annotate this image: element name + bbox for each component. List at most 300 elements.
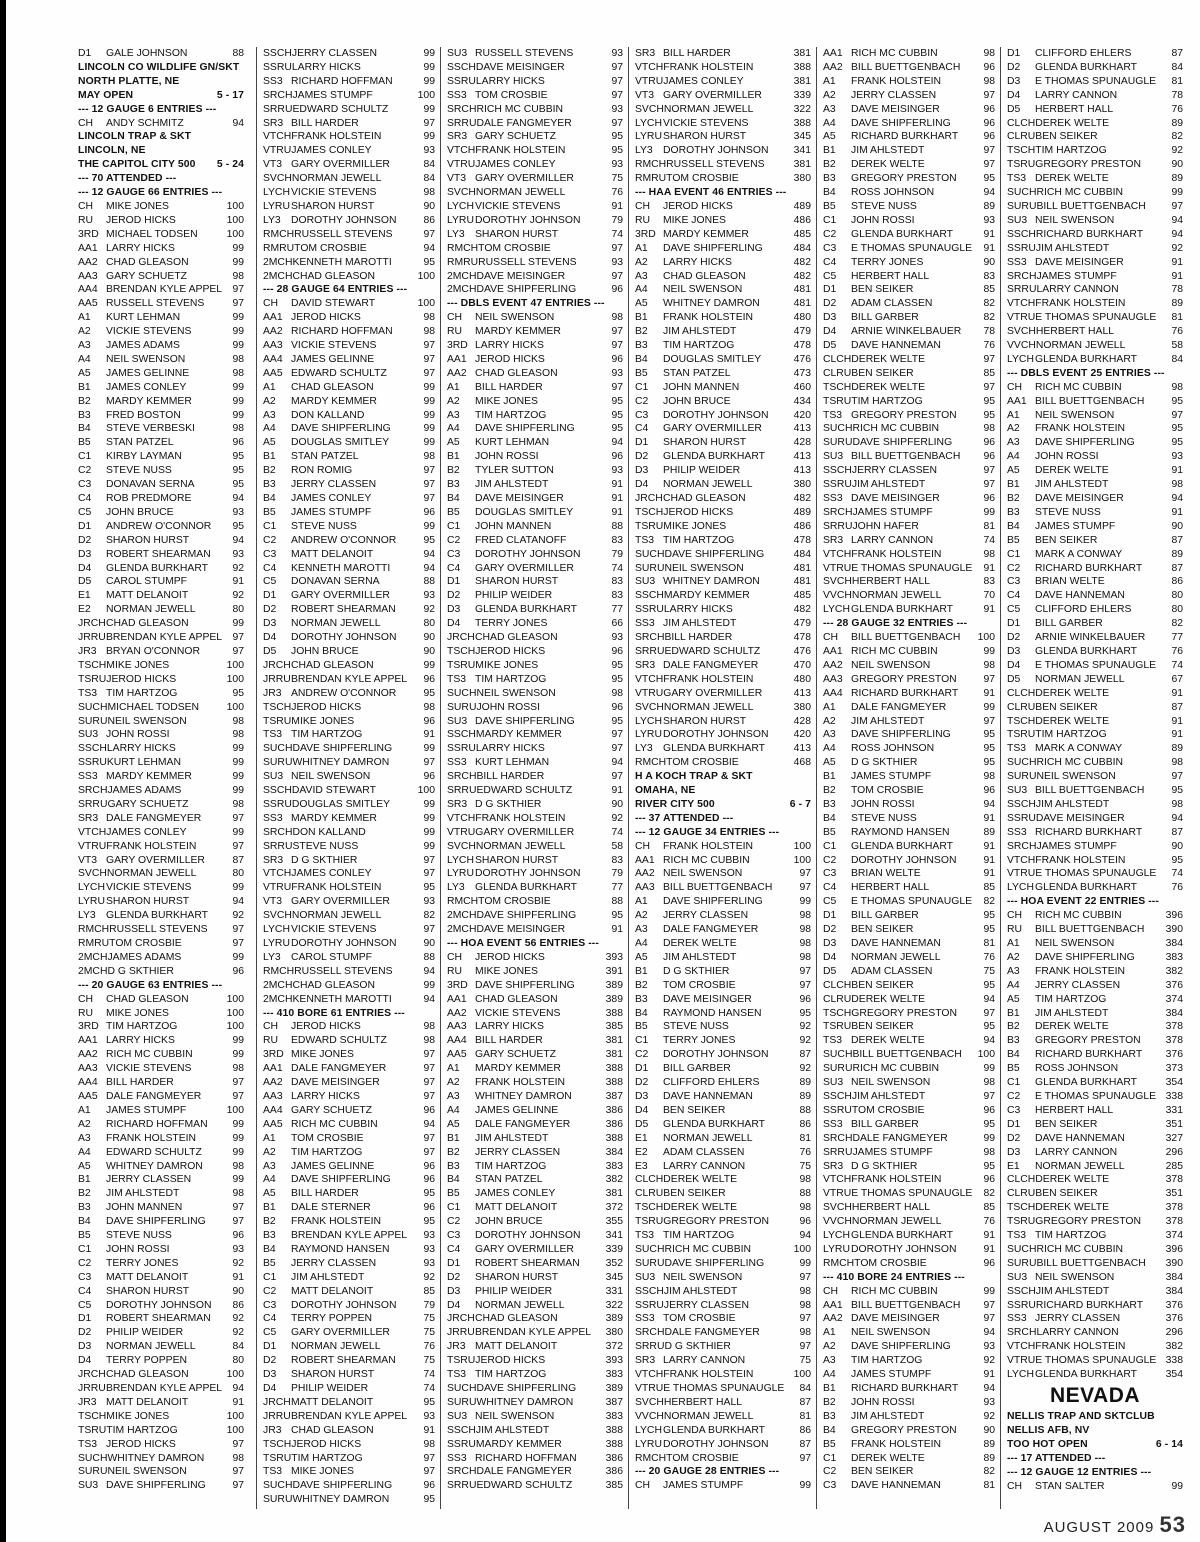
- class-code: SS3: [1007, 826, 1027, 838]
- score: 90: [1171, 840, 1183, 852]
- class-code: SURU: [1007, 771, 1037, 783]
- class-code: AA2: [635, 868, 655, 880]
- class-code: RMRU: [635, 173, 667, 185]
- class-code: B4: [635, 353, 648, 365]
- class-code: AA2: [447, 367, 467, 379]
- result-row: [263, 242, 435, 256]
- shooter-name: JIM AHLSTEDT: [475, 1132, 549, 1144]
- class-code: VTRU: [1007, 868, 1036, 880]
- class-code: CH: [263, 1021, 279, 1033]
- result-row: [823, 228, 995, 242]
- header-text: OMAHA, NE: [635, 785, 696, 797]
- result-row: [447, 534, 623, 548]
- result-row: [263, 1243, 435, 1257]
- score: 99: [423, 395, 435, 407]
- shooter-name: JAMES CONLEY: [291, 493, 372, 504]
- class-code: CH: [263, 298, 279, 310]
- class-code: AA1: [447, 993, 467, 1005]
- class-code: AA5: [263, 367, 283, 379]
- class-code: AA3: [635, 882, 655, 894]
- shooter-name: EDWARD SCHULTZ: [664, 645, 761, 657]
- class-code: B1: [635, 965, 648, 977]
- score: 96: [983, 103, 995, 115]
- result-row: [1007, 798, 1183, 812]
- result-row: [263, 534, 435, 548]
- shooter-name: BRYAN O'CONNOR: [106, 645, 200, 657]
- score: 97: [799, 965, 811, 977]
- class-code: 2MCH: [447, 910, 477, 922]
- shooter-name: DONAVAN SERNA: [106, 479, 195, 491]
- score: 479: [793, 618, 811, 630]
- score: 93: [611, 632, 623, 644]
- score: 99: [423, 840, 435, 852]
- section-header: [1007, 1452, 1183, 1466]
- class-code: SSCH: [447, 61, 476, 73]
- result-row: [78, 867, 244, 881]
- result-row: [1007, 130, 1183, 144]
- result-row: [635, 1243, 811, 1257]
- class-code: B2: [823, 159, 836, 171]
- class-code: D1: [1007, 1118, 1021, 1130]
- result-row: [447, 103, 623, 117]
- class-code: LYCH: [263, 187, 290, 199]
- result-row: [823, 867, 995, 881]
- shooter-name: NEIL SWENSON: [106, 353, 186, 365]
- shooter-name: TIM HARTZOG: [106, 1021, 178, 1033]
- score: 86: [423, 214, 435, 226]
- result-row: [635, 1396, 811, 1410]
- result-row: [823, 1118, 995, 1132]
- score: 99: [799, 1257, 811, 1269]
- score: 97: [983, 1007, 995, 1019]
- shooter-name: BRENDAN KYLE APPEL: [291, 1410, 408, 1422]
- shooter-name: DON KALLAND: [291, 409, 365, 421]
- result-row: [78, 506, 244, 520]
- score: 97: [983, 673, 995, 685]
- header-text: --- DBLS EVENT 25 ENTRIES ---: [1007, 367, 1165, 379]
- result-row: [263, 200, 435, 214]
- class-code: 2MCH: [263, 993, 293, 1005]
- class-code: D2: [78, 1327, 92, 1339]
- result-row: [635, 256, 811, 270]
- shooter-name: MIKE JONES: [663, 214, 726, 226]
- result-row: [823, 1368, 995, 1382]
- shooter-name: DALE FANGMEYER: [663, 659, 759, 671]
- shooter-name: STEVE NUSS: [1035, 506, 1101, 518]
- shooter-name: BILL HARDER: [475, 381, 543, 393]
- shooter-name: GLENDA BURKHART: [1035, 1077, 1138, 1089]
- class-code: D1: [447, 1257, 461, 1269]
- score: 98: [799, 1285, 811, 1297]
- class-code: A1: [78, 312, 91, 324]
- shooter-name: JERRY CLASSEN: [663, 910, 749, 922]
- score: 99: [232, 826, 244, 838]
- result-row: [263, 617, 435, 631]
- shooter-name: DOROTHY JOHNSON: [663, 145, 769, 157]
- class-code: AA4: [78, 284, 98, 296]
- shooter-name: DALE FANGMEYER: [106, 1090, 202, 1102]
- score: 90: [423, 632, 435, 644]
- class-code: SR3: [263, 117, 284, 129]
- shooter-name: MATT DELANOIT: [106, 1396, 189, 1408]
- result-row: [1007, 381, 1183, 395]
- result-row: [1007, 283, 1183, 297]
- shooter-name: DALE FANGMEYER: [664, 1327, 760, 1339]
- section-header: [447, 937, 623, 951]
- class-code: AA3: [78, 1063, 98, 1075]
- score: 322: [605, 1299, 623, 1311]
- header-text: --- 410 BORE 24 ENTRIES ---: [823, 1271, 965, 1283]
- score: 473: [793, 367, 811, 379]
- class-code: LYRU: [263, 938, 290, 949]
- score: 99: [423, 131, 435, 143]
- class-code: SS3: [447, 757, 467, 769]
- class-code: SR3: [263, 854, 284, 866]
- class-code: SRRU: [263, 103, 293, 115]
- score: 91: [1171, 465, 1183, 477]
- shooter-name: NORMAN JEWELL: [851, 590, 942, 602]
- shooter-name: DEREK WELTE: [851, 353, 926, 365]
- shooter-name: TERRY JONES: [851, 256, 924, 268]
- result-row: [1007, 270, 1183, 284]
- result-row: [635, 492, 811, 506]
- class-code: B3: [78, 409, 91, 421]
- class-code: D3: [1007, 75, 1021, 87]
- score: 95: [1171, 785, 1183, 797]
- class-code: C3: [1007, 1104, 1021, 1116]
- class-code: A3: [78, 1132, 91, 1144]
- shooter-name: JIM AHLSTEDT: [1035, 242, 1110, 254]
- score: 100: [226, 1007, 244, 1019]
- class-code: SVCH: [635, 1396, 664, 1408]
- shooter-name: CLIFFORD EHLERS: [663, 1077, 760, 1089]
- result-row: [635, 158, 811, 172]
- shooter-name: DEREK WELTE: [1035, 1202, 1110, 1214]
- result-row: [263, 186, 435, 200]
- score: 384: [1165, 1271, 1183, 1283]
- result-row: [78, 575, 244, 589]
- result-row: [823, 673, 995, 687]
- result-row: [1007, 1271, 1183, 1285]
- shooter-name: BILL BUETTGENBACH: [1035, 924, 1145, 936]
- shooter-name: BILL BUETTGENBACH: [1036, 1257, 1146, 1269]
- result-row: [635, 89, 811, 103]
- result-row: [447, 1299, 623, 1313]
- score: 100: [417, 785, 435, 797]
- shooter-name: MATT DELANOIT: [475, 1202, 558, 1214]
- result-row: [447, 520, 623, 534]
- score: 67: [1171, 673, 1183, 685]
- result-row: [78, 840, 244, 854]
- class-code: A5: [263, 437, 276, 449]
- class-code: SSRU: [635, 1299, 664, 1311]
- score: 95: [232, 520, 244, 532]
- score: 93: [983, 1341, 995, 1353]
- result-row: [263, 47, 435, 61]
- shooter-name: BEN SEIKER: [1035, 534, 1098, 546]
- result-row: [635, 117, 811, 131]
- shooter-name: TERRY POPPEN: [291, 1313, 373, 1325]
- result-row: [263, 867, 435, 881]
- shooter-name: NORMAN JEWELL: [1035, 1160, 1125, 1172]
- class-code: TS3: [263, 729, 283, 741]
- class-code: SVCH: [78, 868, 107, 880]
- class-code: C3: [1007, 576, 1021, 588]
- score: 97: [423, 367, 435, 379]
- score: 99: [232, 1146, 244, 1158]
- score: 96: [983, 1104, 995, 1116]
- class-code: A2: [1007, 951, 1020, 963]
- shooter-name: VICKIE STEVENS: [475, 1007, 561, 1019]
- score: 97: [232, 1202, 244, 1214]
- result-row: [78, 881, 244, 895]
- class-code: RMRU: [78, 938, 110, 949]
- result-row: [635, 631, 811, 645]
- shooter-name: JERRY CLASSEN: [1035, 1313, 1121, 1325]
- score: 92: [423, 604, 435, 616]
- result-row: [78, 1187, 244, 1201]
- shooter-name: GLENDA BURKHART: [663, 1118, 766, 1130]
- result-row: [78, 937, 244, 951]
- section-header: [78, 144, 244, 158]
- score: 99: [1171, 187, 1183, 199]
- score: 77: [611, 604, 623, 616]
- score: 384: [605, 1146, 623, 1158]
- score: 96: [983, 451, 995, 463]
- result-row: [263, 631, 435, 645]
- class-code: C1: [1007, 1077, 1021, 1089]
- section-header: [823, 617, 995, 631]
- score: 381: [793, 48, 811, 59]
- class-code: JRCH: [635, 493, 663, 504]
- shooter-name: GREGORY PRESTON: [663, 1216, 769, 1228]
- result-row: [447, 75, 623, 89]
- score: 389: [605, 979, 623, 991]
- class-code: SVCH: [447, 187, 476, 199]
- score: 91: [983, 854, 995, 866]
- shooter-name: BILL BUETTGENBACH: [1036, 200, 1146, 212]
- class-code: B5: [263, 1257, 276, 1269]
- score: 90: [983, 1424, 995, 1436]
- result-row: [1007, 1340, 1183, 1354]
- shooter-name: JEROD HICKS: [291, 312, 361, 324]
- class-code: C1: [823, 214, 837, 226]
- score: 99: [983, 645, 995, 657]
- page-footer: [1044, 1512, 1186, 1538]
- score: 99: [983, 701, 995, 713]
- score: 96: [423, 673, 435, 685]
- class-code: VTCH: [823, 548, 852, 560]
- shooter-name: EDWARD SCHULTZ: [476, 785, 573, 797]
- score: 91: [611, 506, 623, 518]
- shooter-name: SHARON HURST: [291, 200, 375, 212]
- shooter-name: MARDY KEMMER: [475, 1438, 562, 1450]
- shooter-name: JERRY CLASSEN: [475, 1146, 561, 1158]
- class-code: SRCH: [78, 785, 108, 797]
- shooter-name: TIM HARTZOG: [475, 1369, 547, 1381]
- result-row: [823, 993, 995, 1007]
- score: 100: [417, 89, 435, 101]
- class-code: E1: [78, 590, 91, 602]
- class-code: A3: [263, 1160, 276, 1172]
- result-row: [78, 1229, 244, 1243]
- score: 420: [793, 409, 811, 421]
- shooter-name: MIKE JONES: [291, 1466, 354, 1478]
- score: 99: [232, 785, 244, 797]
- result-row: [823, 1173, 995, 1187]
- result-row: [1007, 548, 1183, 562]
- score: 91: [983, 604, 995, 616]
- class-code: D1: [823, 910, 837, 922]
- class-code: B2: [1007, 493, 1020, 504]
- class-code: TSRU: [1007, 159, 1036, 171]
- result-row: [447, 464, 623, 478]
- score: 388: [605, 1063, 623, 1075]
- class-code: SRRU: [263, 840, 293, 852]
- section-header: [78, 103, 244, 117]
- result-row: [78, 478, 244, 492]
- shooter-name: JAMES CONLEY: [106, 826, 187, 838]
- result-row: [447, 1382, 623, 1396]
- score: 91: [983, 812, 995, 824]
- shooter-name: BEN SEIKER: [851, 979, 914, 991]
- class-code: SS3: [1007, 256, 1027, 268]
- score: 413: [793, 743, 811, 755]
- result-row: [447, 673, 623, 687]
- class-code: LYCH: [635, 117, 662, 129]
- shooter-name: CHAD GLEASON: [106, 618, 189, 630]
- shooter-name: BILL GARBER: [851, 910, 919, 922]
- class-code: B4: [263, 493, 276, 504]
- class-code: CH: [78, 993, 94, 1005]
- shooter-name: BILL BUETTGENBACH: [851, 451, 961, 463]
- result-row: [78, 1132, 244, 1146]
- result-row: [1007, 1146, 1183, 1160]
- result-row: [635, 1452, 811, 1466]
- score: 327: [1165, 1132, 1183, 1144]
- score: 98: [983, 771, 995, 783]
- class-code: A3: [635, 924, 648, 936]
- class-code: CLCH: [823, 979, 852, 991]
- score: 98: [232, 353, 244, 365]
- score: 378: [1165, 1216, 1183, 1228]
- class-code: A1: [823, 701, 836, 713]
- shooter-name: JAMES CONLEY: [291, 145, 372, 157]
- shooter-name: STAN PATZEL: [291, 451, 359, 463]
- shooter-name: LARRY HICKS: [291, 1090, 360, 1102]
- shooter-name: DAVE MEISINGER: [851, 1313, 940, 1325]
- result-row: [447, 256, 623, 270]
- result-row: [823, 1312, 995, 1326]
- shooter-name: MIKE JONES: [106, 659, 170, 671]
- shooter-name: SHARON HURST: [106, 1285, 190, 1297]
- shooter-name: FRANK HOLSTEIN: [1035, 423, 1126, 435]
- score: 75: [423, 1313, 435, 1325]
- shooter-name: LARRY HICKS: [291, 61, 361, 73]
- shooter-name: JOHN MANNEN: [106, 1202, 183, 1214]
- score: 396: [1165, 1243, 1183, 1255]
- result-row: [823, 1062, 995, 1076]
- class-code: SSRU: [263, 61, 292, 73]
- result-row: [263, 1104, 435, 1118]
- class-code: B2: [635, 979, 648, 991]
- shooter-name: ARNIE WINKELBAUER: [851, 326, 962, 338]
- class-code: B4: [78, 1216, 91, 1228]
- class-code: VTRU: [447, 159, 476, 171]
- result-row: [263, 1479, 435, 1493]
- class-code: SR3: [447, 798, 468, 810]
- shooter-name: BILL BUETTGENBACH: [851, 1299, 961, 1311]
- score: 99: [423, 75, 435, 87]
- class-code: A3: [823, 729, 836, 741]
- class-code: LYCH: [635, 715, 662, 727]
- shooter-name: WHITNEY DAMRON: [476, 1396, 574, 1408]
- class-code: SSRU: [635, 604, 664, 616]
- score: 95: [983, 979, 995, 991]
- class-code: C2: [263, 534, 277, 546]
- score: 92: [423, 1271, 435, 1283]
- score: 86: [1171, 576, 1183, 588]
- score: 94: [423, 965, 435, 977]
- shooter-name: TOM CROSBIE: [475, 89, 548, 101]
- class-code: SU3: [447, 48, 468, 59]
- class-code: B3: [1007, 506, 1020, 518]
- header-text: --- 28 GAUGE 64 ENTRIES ---: [263, 284, 408, 296]
- score: 413: [793, 687, 811, 699]
- result-row: [635, 450, 811, 464]
- score: 100: [793, 1369, 811, 1381]
- result-row: [78, 854, 244, 868]
- shooter-name: NEIL SWENSON: [107, 715, 187, 727]
- result-row: [1007, 1368, 1183, 1382]
- result-row: [635, 1340, 811, 1354]
- shooter-name: MICHAEL TODSEN: [106, 228, 198, 240]
- score: 355: [605, 1216, 623, 1228]
- shooter-name: TIM HARTZOG: [851, 1355, 923, 1367]
- score: 322: [793, 103, 811, 115]
- score: 428: [793, 715, 811, 727]
- score: 97: [423, 1466, 435, 1478]
- shooter-name: D G SKTHIER: [664, 1341, 731, 1353]
- shooter-name: MATT DELANOIT: [106, 590, 189, 602]
- shooter-name: GREGORY PRESTON: [851, 173, 957, 185]
- score: 94: [232, 117, 244, 129]
- shooter-name: HERBERT HALL: [851, 882, 930, 894]
- class-code: D1: [447, 576, 461, 588]
- class-code: RMCH: [635, 757, 667, 769]
- score: 96: [983, 131, 995, 143]
- shooter-name: NEIL SWENSON: [851, 1077, 931, 1089]
- score: 91: [983, 687, 995, 699]
- score: 91: [611, 479, 623, 491]
- result-row: [635, 993, 811, 1007]
- score: 98: [1171, 798, 1183, 810]
- shooter-name: EDWARD SCHULTZ: [291, 367, 387, 379]
- result-row: [823, 895, 995, 909]
- shooter-name: NORMAN JEWELL: [106, 604, 196, 616]
- shooter-name: STEVE NUSS: [851, 200, 917, 212]
- score: 93: [423, 1410, 435, 1422]
- score: 82: [983, 1188, 995, 1200]
- class-code: A1: [263, 1132, 276, 1144]
- shooter-name: NORMAN JEWELL: [663, 1132, 753, 1144]
- shooter-name: GARY OVERMILLER: [106, 854, 205, 866]
- shooter-name: DAVE SHIPFERLING: [1035, 437, 1135, 449]
- class-code: SSCH: [823, 1090, 852, 1102]
- class-code: SURU: [1007, 200, 1037, 212]
- class-code: C1: [263, 1271, 277, 1283]
- result-row: [78, 742, 244, 756]
